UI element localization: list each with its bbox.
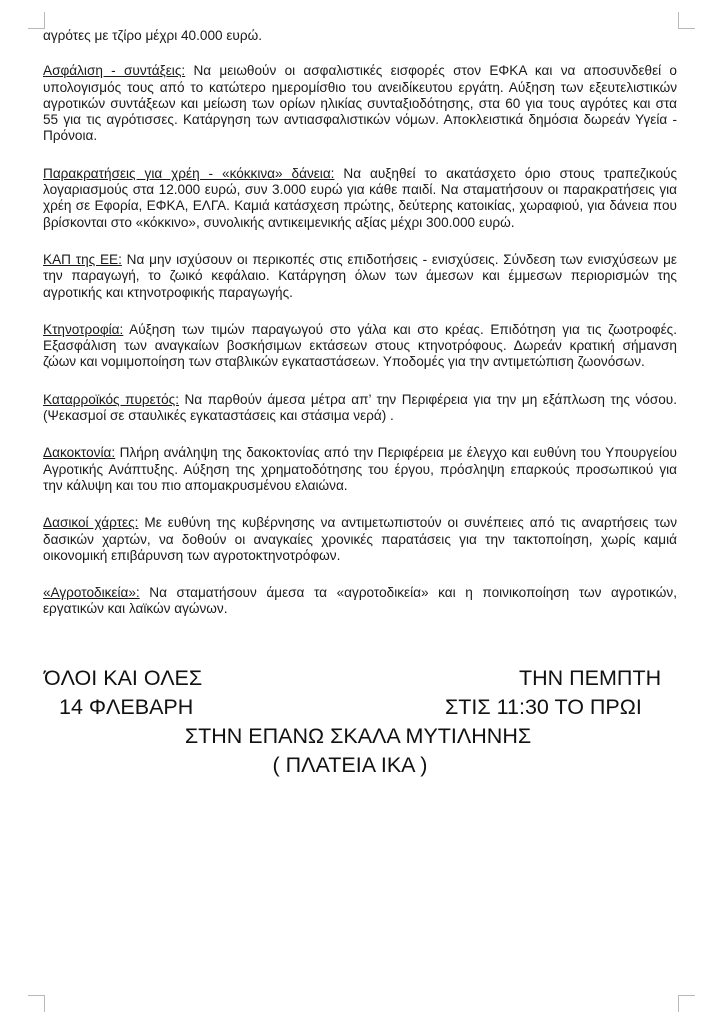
paragraph-heading: Παρακρατήσεις για χρέη - «κόκκινα» δάνεια: <box>43 165 335 181</box>
day-text: ΤΗΝ ΠΕΜΠΤΗ <box>519 666 662 690</box>
page-corner-mark-bottom-left <box>28 995 45 1012</box>
paragraph-heading: Ασφάλιση - συντάξεις: <box>43 63 186 79</box>
page-corner-mark-top-left <box>28 12 45 29</box>
time-text: ΣΤΙΣ 11:30 ΤΟ ΠΡΩΙ <box>445 695 642 719</box>
paragraph-text: Να παρθούν άμεσα μέτρα απ’ την Περιφέρεια για την μη εξάπλωση της νόσου. (Ψεκασμοί σε σταυλικές εγκαταστάσεις και στάσιμα νερά) . <box>43 391 677 424</box>
paragraph-heading: Καταρροϊκός πυρετός: <box>43 391 179 407</box>
paragraph-heading: «Αγροτοδικεία»: <box>43 585 140 601</box>
paragraph-forest-maps <box>43 515 677 564</box>
paragraph-bluetongue <box>43 392 677 425</box>
call-to-all-text: ΌΛΟΙ ΚΑΙ ΟΛΕΣ <box>44 666 203 690</box>
location-text: ΣΤΗΝ ΕΠΑΝΩ ΣΚΑΛΑ ΜΥΤΙΛΗΝΗΣ <box>184 724 532 748</box>
location-detail-text: ( ΠΛΑΤΕΙΑ ΙΚΑ ) <box>272 753 428 777</box>
paragraph-heading: Δασικοί χάρτες: <box>43 515 139 531</box>
paragraph-text: Να αυξηθεί το ακατάσχετο όριο στους τραπεζικούς λογαριασμούς στα 12.000 ευρώ, συν 3.000 ευρώ για κάθε παιδί. Να σταματήσουν οι παρακρατήσεις για χρέη σε Εφορία, ΕΦΚΑ, ΕΛΓΑ. Καμιά κατάσχεση πρώτης, δεύτερης κατοικίας, χωραφιού, για δάνεια που βρίσκονται στο «κόκκινο», συνολικής αντικειμενικής αξίας μέχρι 300.000 ευρώ. <box>43 165 677 230</box>
paragraph-text: Με ευθύνη της κυβέρνησης να αντιμετωπιστούν οι συνέπειες από τις αναρτήσεις των δασικών χαρτών, να δοθούν οι αναγκαίες χρονικές παρατάσεις για την τακτοποίηση, χωρίς καμιά οικονομική επιβάρυνση των αγροτοκτηνοτρόφων. <box>43 515 677 563</box>
paragraph-debts-loans <box>43 166 677 231</box>
paragraph-heading: ΚΑΠ της ΕΕ: <box>43 251 122 267</box>
paragraph-livestock <box>43 322 677 371</box>
paragraph-text: Αύξηση των τιμών παραγωγού στο γάλα και στο κρέας. Επιδότηση για τις ζωοτροφές. Εξασφάλιση των αναγκαίων βοσκήσιμων εκτάσεων στους κτηνοτρόφους. Δωρεάν κρατική σήμανση ζώων και νομιμοποίηση των σταβλικών εγκαταστάσεων. Υποδομές για την αντιμετώπιση ζωονόσων. <box>43 321 677 370</box>
intro-tail-text: αγρότες με τζίρο μέχρι 40.000 ευρώ. <box>43 28 262 43</box>
announcement-line-1 <box>43 664 677 693</box>
paragraph-farmer-trials <box>43 585 677 618</box>
page-corner-mark-bottom-right <box>678 995 695 1012</box>
paragraph-cap-eu <box>43 252 677 301</box>
rally-announcement <box>43 664 677 780</box>
paragraph-insurance-pensions <box>43 63 677 144</box>
paragraph-heading: Δακοκτονία: <box>43 445 116 461</box>
paragraph-text: Πλήρη ανάληψη της δακοκτονίας από την Περιφέρεια με έλεγχο και ευθύνη του Υπουργείου Αγροτικής Ανάπτυξης. Αύξηση της χρηματοδότησης του έργου, πρόσληψη επαρκούς προσωπικού για την κάλυψη και του πιο απομακρυσμένου ελαιώνα. <box>43 445 677 493</box>
paragraph-olive-fly-control <box>43 445 677 494</box>
announcement-line-2 <box>43 693 677 722</box>
paragraph-heading: Κτηνοτροφία: <box>43 321 124 337</box>
document-body <box>43 28 677 639</box>
page-corner-mark-top-right <box>678 12 695 29</box>
paragraph-text: Να μην ισχύσουν οι περικοπές στις επιδοτήσεις - ενισχύσεις. Σύνδεση των ενισχύσεων με την παραγωγή, το ζωικό κεφάλαιο. Κατάργηση όλων των άμεσων και έμμεσων περιορισμών της αγροτικής και κτηνοτροφικής παραγωγής. <box>43 251 677 300</box>
paragraph-text: Να σταματήσουν άμεσα τα «αγροτοδικεία» και η ποινικοποίηση των αγροτικών, εργατικών και λαϊκών αγώνων. <box>43 585 677 617</box>
date-text: 14 ΦΛΕΒΑΡΗ <box>59 695 194 719</box>
paragraph-text: Να μειωθούν οι ασφαλιστικές εισφορές στον ΕΦΚΑ και να αποσυνδεθεί ο υπολογισμός τους από το κατώτερο ημερομίσθιο του ανειδίκευτου εργάτη. Αύξηση των εξευτελιστικών αγροτικών συντάξεων και μείωση των ορίων ηλικίας συνταξιοδότησης, στα 60 για τους αγρότες και στα 55 για τις αγρότισσες. Κατάργηση των αντιασφαλιστικών νόμων. Αποκλειστικά δημόσια δωρεάν Υγεία - Πρόνοια. <box>43 63 677 144</box>
